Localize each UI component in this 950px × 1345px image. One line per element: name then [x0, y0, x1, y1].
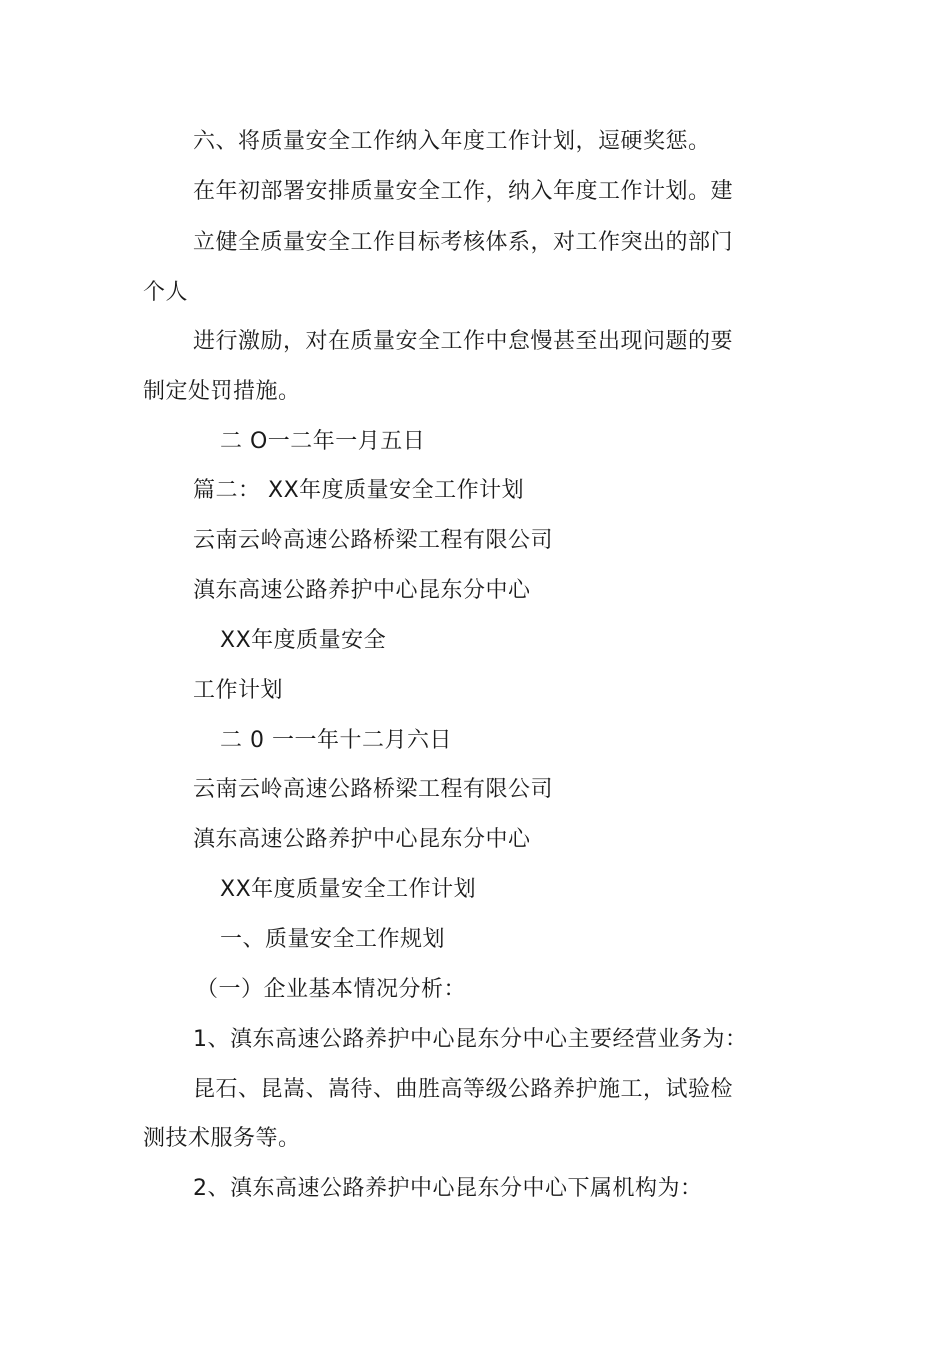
text-line: 昆石、昆嵩、嵩待、曲胜高等级公路养护施工，试验检	[193, 1077, 734, 1102]
text-line: 测技术服务等。	[143, 1126, 301, 1151]
section-heading: 一、质量安全工作规划	[220, 927, 446, 952]
text-line: 个人	[143, 280, 189, 305]
text-line: 滇东高速公路养护中心昆东分中心	[193, 578, 531, 603]
text-line: 云南云岭高速公路桥梁工程有限公司	[193, 528, 554, 553]
date-line: 二 O一二年一月五日	[220, 429, 426, 454]
text-line: 制定处罚措施。	[143, 379, 301, 404]
subsection-heading: （一）企业基本情况分析：	[196, 977, 467, 1002]
text-line: 云南云岭高速公路桥梁工程有限公司	[193, 777, 554, 802]
text-line: 在年初部署安排质量安全工作，纳入年度工作计划。建	[193, 179, 734, 204]
text-line: XX年度质量安全	[220, 628, 387, 653]
text-line: 立健全质量安全工作目标考核体系，对工作突出的部门	[193, 230, 734, 255]
text-line: 工作计划	[193, 678, 284, 703]
text-line: 进行激励，对在质量安全工作中怠慢甚至出现问题的要	[193, 329, 734, 354]
text-line: 六、将质量安全工作纳入年度工作计划，逗硬奖惩。	[193, 129, 711, 154]
text-line: XX年度质量安全工作计划	[220, 877, 477, 902]
date-line: 二 0 一一年十二月六日	[220, 728, 452, 753]
text-line: 滇东高速公路养护中心昆东分中心	[193, 827, 531, 852]
text-line: 1、滇东高速公路养护中心昆东分中心主要经营业务为：	[193, 1027, 748, 1052]
text-line: 2、滇东高速公路养护中心昆东分中心下属机构为：	[193, 1176, 703, 1201]
section-heading: 篇二： XX年度质量安全工作计划	[193, 478, 525, 503]
